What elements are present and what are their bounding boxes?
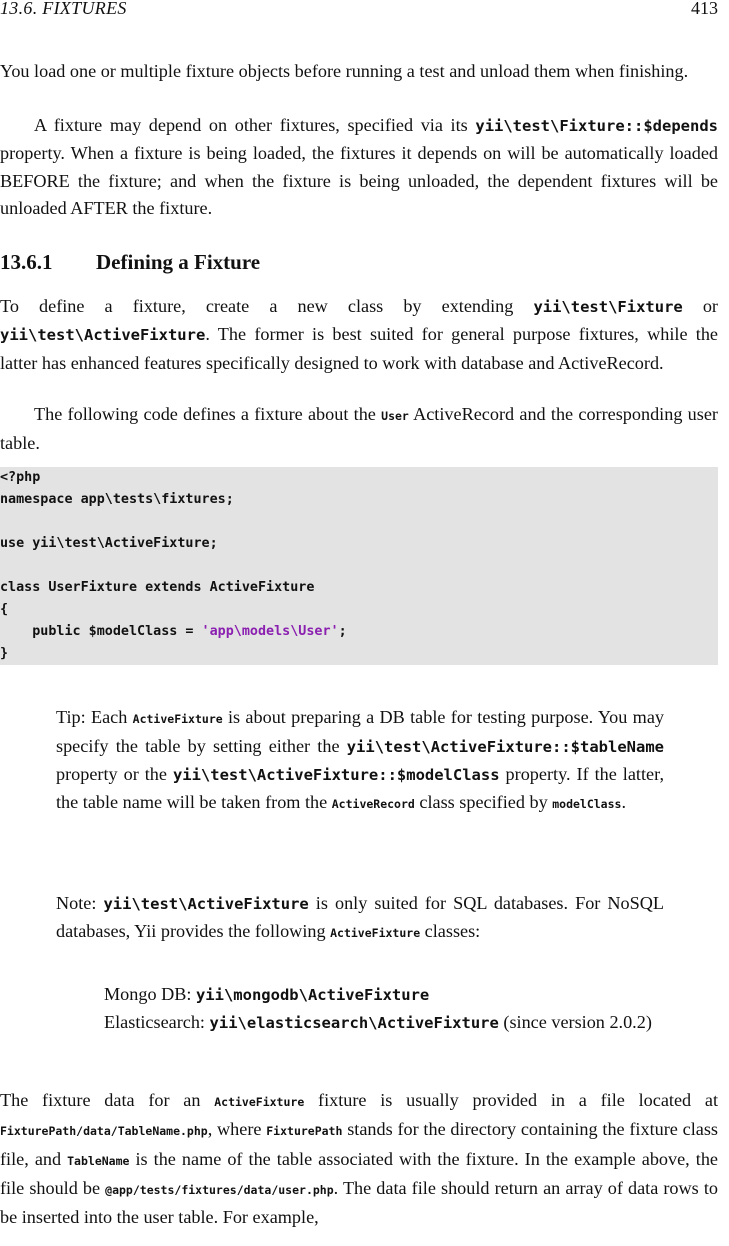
inline-code: ActiveFixture (132, 712, 223, 726)
code-line: } (0, 646, 9, 661)
section-number: 13.6.1 (0, 250, 53, 274)
inline-code: TableName (67, 1153, 130, 1168)
inline-code: ActiveFixture (214, 1095, 305, 1109)
inline-code: yii\test\Fixture (533, 298, 683, 316)
intro-paragraph-2: A fixture may depend on other fixtures, specified via its yii\test\Fixture::$depends property. When a fixture is being loaded, the fixtures it depends on will be automatically loaded BEFORE the fixture; and when the fixture is being unloaded, the dependent fixtures will be unloaded AFTER the fixture. (0, 115, 718, 218)
code-line: use yii\test\ActiveFixture; (0, 536, 218, 551)
fixture-data-paragraph: The fixture data for an ActiveFixture fixture is usually provided in a file located at FixturePath/data/TableName.php, where FixturePath stands for the directory containing the fixture class file, and TableName is the name of the table associated with the fixture. In the example above, the file should be @app/tests/fixtures/data/user.php. The data file should return an array of data rows to be inserted into the user table. For example, (0, 1090, 719, 1228)
section-heading (0, 250, 260, 275)
inline-code: yii\test\Fixture::$depends (475, 117, 718, 135)
list-item: Elasticsearch: yii\elasticsearch\ActiveFixture (since version 2.0.2) (104, 1012, 652, 1032)
inline-code: yii\elasticsearch\ActiveFixture (209, 1014, 499, 1032)
inline-code: User (381, 409, 409, 423)
inline-code: FixturePath (266, 1124, 343, 1139)
page-number: 413 (691, 0, 718, 18)
running-head (0, 0, 718, 20)
inline-code: ActiveRecord (331, 797, 415, 811)
inline-code: modelClass (552, 797, 622, 811)
inline-code: @app/tests/fixtures/data/user.php (105, 1182, 334, 1197)
inline-code: yii\test\ActiveFixture::$modelClass (172, 766, 500, 784)
inline-code: yii\test\ActiveFixture (0, 326, 206, 345)
code-line: public $modelClass = 'app\models\User'; (0, 624, 347, 639)
section-title: Defining a Fixture (96, 250, 261, 274)
defining-paragraph-1: To define a fixture, create a new class by extending yii\test\Fixture or yii\test\ActiveFixture. The former is best suited for general purpose fixtures, while the latter has enhanced features specifically designed to work with database and ActiveRecord. (0, 296, 718, 373)
inline-code: FixturePath/data/TableName.php (0, 1124, 208, 1139)
inline-code: yii\test\ActiveFixture::$tableName (346, 738, 664, 756)
note-box: Note: yii\test\ActiveFixture is only suited for SQL databases. For NoSQL databases, Yii provides the following ActiveFixture classes: (56, 893, 664, 941)
inline-code: yii\mongodb\ActiveFixture (195, 986, 430, 1004)
string-literal: 'app\models\User' (201, 624, 339, 639)
inline-code: yii\test\ActiveFixture (103, 895, 309, 913)
code-line: class UserFixture extends ActiveFixture (0, 580, 315, 595)
intro-paragraph-1: You load one or multiple fixture objects before running a test and unload them when finishing. (0, 61, 689, 81)
defining-paragraph-2: The following code defines a fixture about the User ActiveRecord and the corresponding user table. (0, 404, 718, 454)
code-line: namespace app\tests\fixtures; (0, 492, 234, 507)
running-head-section: 13.6. FIXTURES (0, 0, 127, 18)
tip-box: Tip: Each ActiveFixture is about preparing a DB table for testing purpose. You may specify the table by setting either the yii\test\ActiveFixture::$tableName property or the yii\test\ActiveFixture::$modelClass property. If the latter, the table name will be taken from the ActiveRecord class specified by modelClass. (56, 707, 664, 812)
code-line: <?php (0, 470, 41, 485)
list-item: Mongo DB: yii\mongodb\ActiveFixture (104, 984, 430, 1004)
code-line: { (0, 602, 9, 617)
inline-code: ActiveFixture (330, 926, 421, 940)
code-block (0, 467, 718, 665)
